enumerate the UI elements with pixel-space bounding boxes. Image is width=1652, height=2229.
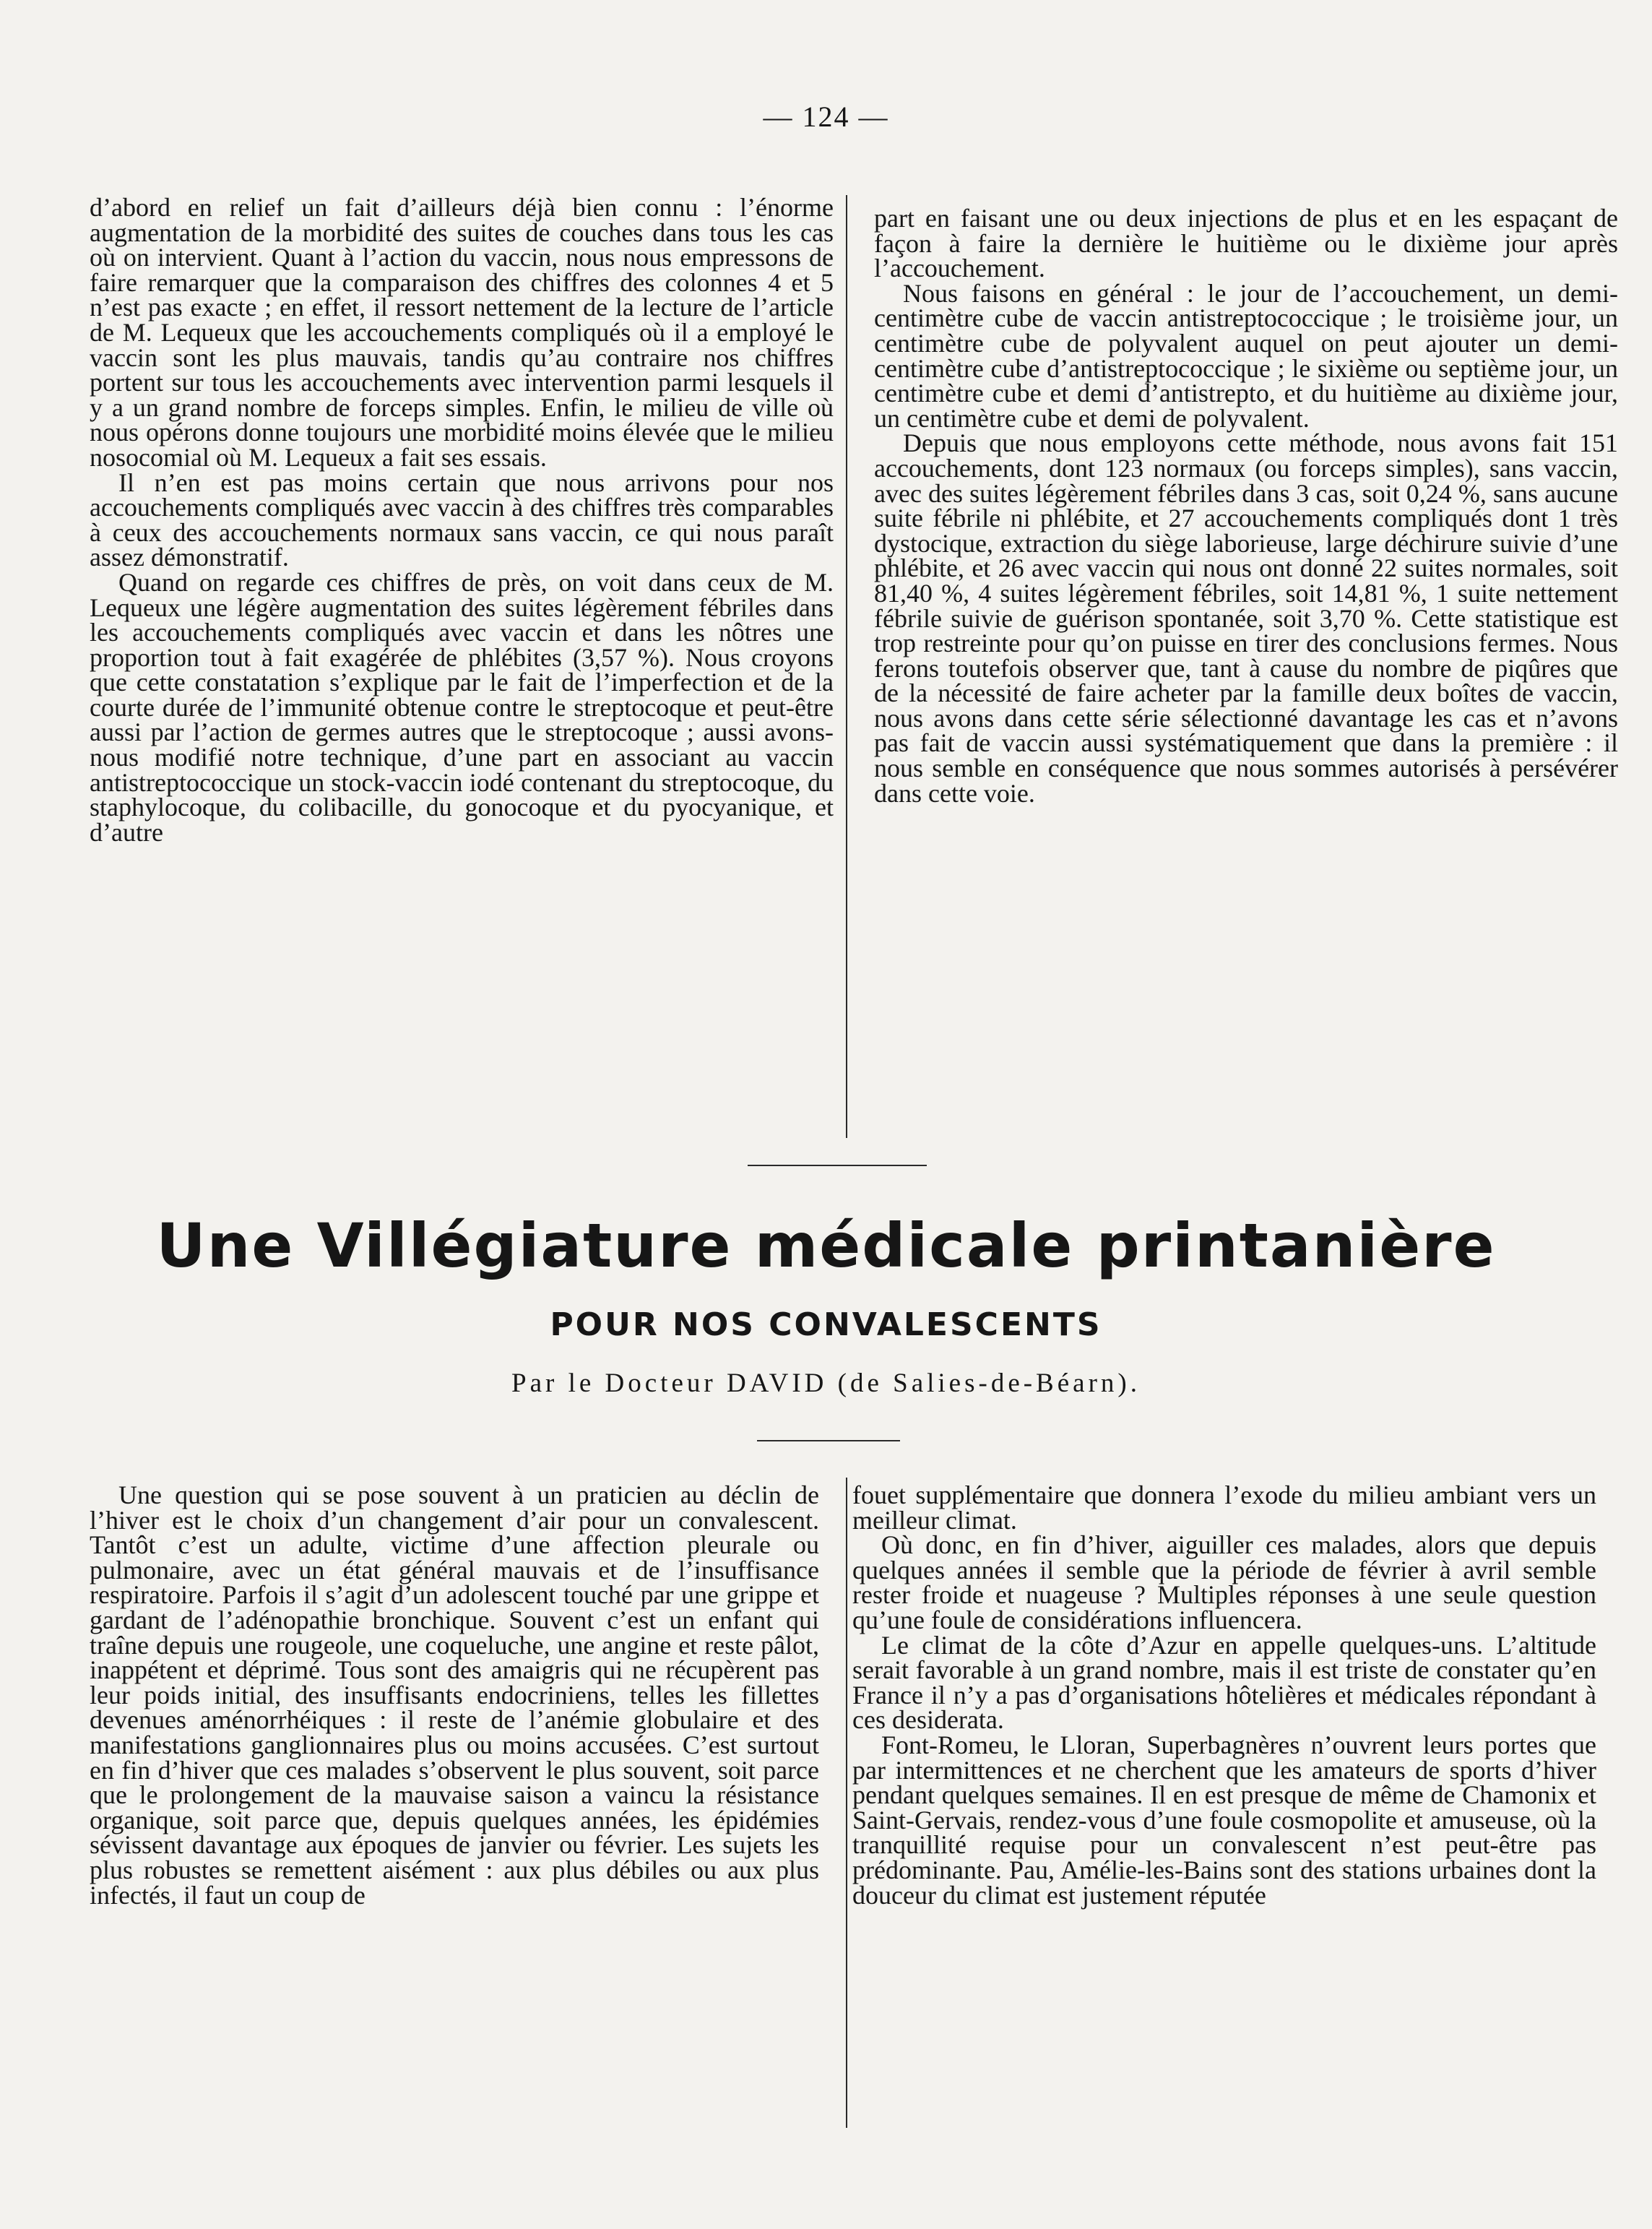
paragraph: Le climat de la côte d’Azur en appelle quelques-uns. L’altitude serait favorable à un grand nombre, mais il est triste de constater qu’en France il n’y a pas d’organisations hôtelières et médicales répondant à ces desiderata. xyxy=(852,1630,1596,1735)
paragraph: Une question qui se pose souvent à un praticien au déclin de l’hiver est le choix d’un changement d’air pour un convalescent. Tantôt c’est un adulte, victime d’une affection pleurale ou pulmonaire, avec un état général mauvais et de l’insuffisance respiratoire. Parfois il s’agit d’un adolescent touché par une grippe et gardant de l’adénopathie bronchique. Souvent c’est un enfant qui traîne depuis une rougeole, une coqueluche, une angine et reste pâlot, inappétent et déprimé. Tous sont des amaigris qui ne récupèrent pas leur poids initial, des insuffisants endocriniens, telles les fillettes devenues aménorrhéiques : il reste de l’anémie globulaire et des manifestations ganglionnaires plus ou moins accusées. C’est surtout en fin d’hiver que ces malades s’observent le plus souvent, soit parce que le prolongement de la mauvaise saison a vaincu la résistance organique, soit parce que, depuis quelques années, les épidémies sévissent davantage aux époques de janvier ou février. Les sujets les plus robustes se remettent aisément : aux plus débiles ou aux plus infectés, il faut un coup de xyxy=(90,1480,819,1910)
paragraph: Où donc, en fin d’hiver, aiguiller ces malades, alors que depuis quelques années il semble que la période de février à avril semble rester froide et nuageuse ? Multiples réponses à une seule question qu’une foule de considérations influencera. xyxy=(852,1530,1596,1634)
paragraph: Il n’en est pas moins certain que nous arrivons pour nos accouchements compliqués avec vaccin à des chiffres très comparables à ceux des accouchements normaux sans vaccin, ce qui nous paraît assez démonstratif. xyxy=(90,467,834,572)
section-divider xyxy=(748,1165,927,1166)
paragraph: Font-Romeu, le Lloran, Superbagnères n’ouvrent leurs portes que par intermittences et ne cherchent que les amateurs de sports d’hiver pendant quelques semaines. Il en est presque de même de Chamonix et Saint-Gervais, rendez-vous d’une foule cosmopolite et amuseuse, où la tranquillité requise pour un convalescent n’est peut-être pas prédominante. Pau, Amélie-les-Bains sont des stations urbaines dont la douceur du climat est justement réputée xyxy=(852,1730,1596,1910)
article-subtitle: POUR NOS CONVALESCENTS xyxy=(550,1306,1102,1343)
top-right-column xyxy=(874,206,1618,806)
bottom-right-column xyxy=(852,1480,1596,1910)
paragraph: Depuis que nous employons cette méthode, nous avons fait 151 accouchements, dont 123 normaux (ou forceps simples), sans vaccin, avec des suites légèrement fébriles dans 3 cas, soit 0,24 %, sans aucune suite fébrile ni phlébite, et 27 accouchements compliqués dont 1 très dystocique, extraction du siège laborieuse, large déchirure suivie d’une phlébite, et 26 avec vaccin qui nous ont donné 22 suites normales, soit 81,40 %, 4 suites légèrement fébriles, soit 14,81 %, 1 suite nettement fébrile suivie de guérison spontanée, soit 3,70 %. Cette statistique est trop restreinte pour qu’on puisse en tirer des conclusions fermes. Nous ferons toutefois observer que, tant à cause du nombre de piqûres que de la nécessité de faire acheter par la famille deux boîtes de vaccin, nous avons dans cette série sélectionné davantage les cas et n’avons pas fait de vaccin aussi systématiquement que dans la première : il nous semble en conséquence que nous sommes autorisés à persévérer dans cette voie. xyxy=(874,428,1618,808)
article-title: Une Villégiature médicale printanière xyxy=(156,1210,1496,1281)
bottom-left-column xyxy=(90,1480,819,1910)
paragraph: Quand on regarde ces chiffres de près, on voit dans ceux de M. Lequeux une légère augmentation des suites légèrement fébriles dans les accouchements compliqués avec vaccin et dans les nôtres une proportion tout à fait exagérée de phlébites (3,57 %). Nous croyons que cette constatation s’explique par le fait de l’imperfection et de la courte durée de l’immunité obtenue contre le streptocoque et peut-être aussi par l’action de germes autres que le streptocoque ; aussi avons-nous modifié notre technique, d’une part en associant au vaccin antistreptococcique un stock-vaccin iodé contenant du streptocoque, du staphylocoque, du colibacille, du gonocoque et du pyocyanique, et d’autre xyxy=(90,567,834,847)
column-divider xyxy=(846,1478,847,2128)
page-number: — 124 — xyxy=(763,100,889,133)
top-left-column xyxy=(90,195,834,845)
paragraph: d’abord en relief un fait d’ailleurs déjà bien connu : l’énorme augmentation de la morbidité des suites de couches dans tous les cas où on intervient. Quant à l’action du vaccin, nous nous empressons de faire remarquer que la comparaison des chiffres des colonnes 4 et 5 n’est pas exacte ; en effet, il ressort nettement de la lecture de l’article de M. Lequeux que les accouchements compliqués où il a employé le vaccin sont les plus mauvais, tandis qu’au contraire nos chiffres portent sur tous les accouchements avec intervention parmi lesquels il y a un grand nombre de forceps simples. Enfin, le milieu de ville où nous opérons donne toujours une morbidité moins élevée que le milieu nosocomial où M. Lequeux a fait ses essais. xyxy=(90,193,834,472)
column-divider xyxy=(846,195,847,1138)
byline: Par le Docteur DAVID (de Salies-de-Béarn). xyxy=(511,1368,1141,1398)
paragraph: part en faisant une ou deux injections de plus et en les espaçant de façon à faire la dernière le huitième ou le dixième jour après l’accouchement. xyxy=(874,204,1618,283)
paragraph: Nous faisons en général : le jour de l’accouchement, un demi-centimètre cube de vaccin antistreptococcique ; le troisième jour, un centimètre cube de polyvalent auquel on peut ajouter un demi-centimètre cube d’antistreptococcique ; le sixième ou septième jour, un centimètre cube et demi d’antistrepto, et du huitième au dixième jour, un centimètre cube et demi de polyvalent. xyxy=(874,278,1618,433)
paragraph: fouet supplémentaire que donnera l’exode du milieu ambiant vers un meilleur climat. xyxy=(852,1480,1596,1535)
title-divider xyxy=(757,1440,900,1441)
